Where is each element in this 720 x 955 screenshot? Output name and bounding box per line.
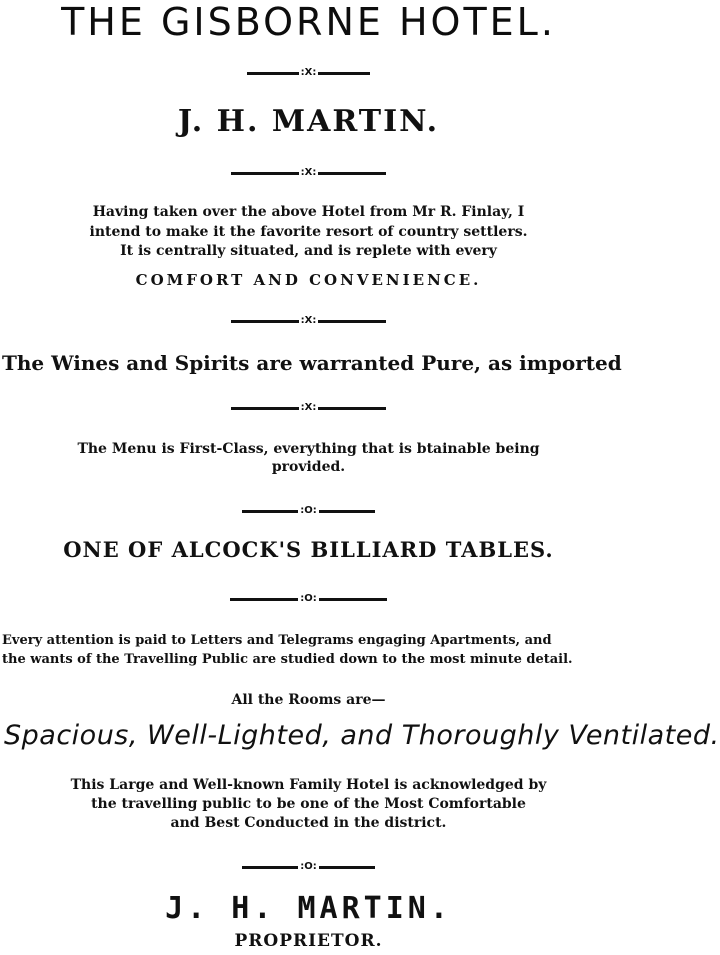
wines-line: The Wines and Spirits are warranted Pure, as imported xyxy=(2,351,622,375)
divider: :X: xyxy=(0,66,617,80)
menu-line: provided. xyxy=(271,459,346,475)
proprietor-heading: J. H. MARTIN. xyxy=(177,104,440,139)
reputation-line: and Best Conducted in the district. xyxy=(170,815,447,831)
divider: :O: xyxy=(0,504,617,518)
attention-line: the wants of the Travelling Public are studied down to the most minute detail. xyxy=(2,652,573,667)
signature-role: PROPRIETOR. xyxy=(234,931,383,951)
intro-line: intend to make it the favorite resort of country settlers. xyxy=(89,224,528,240)
divider: :X: xyxy=(0,401,617,415)
divider: :O: xyxy=(0,592,617,606)
comfort-line: COMFORT AND CONVENIENCE. xyxy=(135,271,482,289)
reputation-line: the travelling public to be one of the Most Comfortable xyxy=(91,796,526,812)
intro-line: Having taken over the above Hotel from Mr R. Finlay, I xyxy=(92,204,525,220)
divider: :X: xyxy=(0,314,617,328)
reputation-line: This Large and Well-known Family Hotel is acknowledged by xyxy=(70,777,547,793)
billiard-line: ONE OF ALCOCK'S BILLIARD TABLES. xyxy=(63,537,554,562)
attention-line: Every attention is paid to Letters and Telegrams engaging Apartments, and xyxy=(2,633,552,648)
hotel-title: THE GISBORNE HOTEL. xyxy=(61,0,556,44)
divider: :X: xyxy=(0,166,617,180)
signature-name: J. H. MARTIN. xyxy=(165,891,452,926)
menu-line: The Menu is First-Class, everything that is btainable being xyxy=(77,441,540,457)
divider: :O: xyxy=(0,860,617,874)
intro-line: It is centrally situated, and is replete with every xyxy=(120,243,497,259)
rooms-line: All the Rooms are— xyxy=(231,692,386,708)
spacious-line: Spacious, Well-Lighted, and Thoroughly Ventilated. xyxy=(4,720,720,751)
